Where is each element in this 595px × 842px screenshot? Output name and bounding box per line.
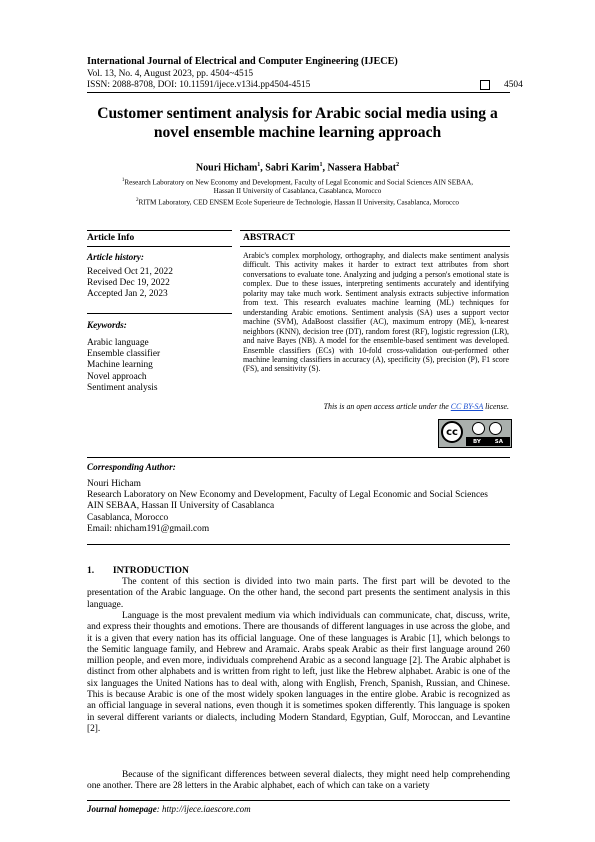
corr-email: Email: nhicham191@gmail.com: [87, 523, 210, 534]
article-info-heading: Article Info: [87, 233, 135, 243]
aff1-line2: Hassan II University of Casablanca, Casablanca, Morocco: [213, 187, 382, 196]
attribution-icon: [472, 422, 485, 435]
cc-icons: [472, 422, 502, 435]
abstract-heading-rule: [240, 246, 510, 247]
aff1-sup: 1: [121, 178, 125, 183]
received-date: Received Oct 21, 2022: [87, 267, 173, 277]
author-1-sup: 1: [257, 162, 261, 168]
footer-url[interactable]: http://ijece.iaescore.com: [162, 804, 251, 814]
abstract-top-rule: [240, 230, 510, 231]
abstract-heading: ABSTRACT: [243, 233, 295, 243]
corresponding-heading: Corresponding Author:: [87, 462, 176, 472]
cc-by-label: BY: [472, 438, 481, 445]
keywords-list: [87, 338, 160, 394]
corr-line2: AIN SEBAA, Hassan II University of Casablanca: [87, 501, 275, 512]
history-heading: Article history:: [87, 252, 144, 262]
aff2-sup: 2: [135, 198, 139, 203]
section-heading: [87, 566, 189, 576]
cc-label-bar: [466, 437, 510, 446]
issn-doi: ISSN: 2088-8708, DOI: 10.11591/ijece.v13i4.pp4504-4515: [87, 80, 311, 90]
title-line-2: novel ensemble machine learning approach: [153, 124, 442, 141]
info-top-rule: [87, 230, 232, 231]
footer-label: Journal homepage: [87, 804, 157, 814]
volume-info: Vol. 13, No. 4, August 2023, pp. 4504~4515: [87, 69, 254, 79]
accepted-date: Accepted Jan 2, 2023: [87, 289, 168, 300]
paragraph-2: Language is the most prevalent medium via which individuals can communicate, chat, discuss, write, and express their thoughts and emotions. There are thousands of different languages in use across the globe, and it is a given that every nation has its official language. One of these languages is Arabic [1], which belongs to the Semitic language family, and Hebrew and Aramaic. Arabs speak Arabic as their first language around 260 million people, and even more, individuals comprehend Arabic as a second language [2]. The Arabic alphabet is distinct from other alphabets and is written from right to left, just like the Hebrew alphabet. Arabic is one of the six languages the United Nations has to deal with, along with English, French, Spanish, Russian, and Chinese. This is because Arabic is one of the most widely spoken languages in the entire globe. Arabic is recognized as an official language in several nations, even though it is sometimes spoken differently. This language is spoken in several different variants or dialects, including Modern Standard, Egyptian, Gulf, Moroccan, and Levantine [2].: [87, 611, 510, 734]
aff1-line1: Research Laboratory on New Economy and Development, Faculty of Legal Economic and Social Sciences AIN SEBAA,: [124, 178, 474, 187]
section-title: INTRODUCTION: [112, 566, 189, 576]
info-heading-rule: [87, 246, 232, 247]
share-alike-icon: [489, 422, 502, 435]
cc-by-sa-badge[interactable]: [438, 419, 512, 448]
corresponding-details: [87, 479, 488, 535]
page-number-block: [480, 80, 523, 90]
corr-name: Nouri Hicham: [87, 479, 141, 489]
oa-prefix: This is an open access article under the: [323, 402, 451, 411]
aff2-line1: RITM Laboratory, CED ENSEM Ecole Superieure de Technologie, Hassan II University, Casablanca, Morocco: [138, 198, 460, 207]
license-link[interactable]: CC BY-SA: [450, 402, 484, 411]
corr-line3: Casablanca, Morocco: [87, 512, 169, 523]
cc-icon: cc: [441, 421, 463, 443]
keyword: Machine learning: [87, 360, 153, 371]
journal-name: International Journal of Electrical and Computer Engineering (IJECE): [87, 56, 398, 67]
affiliation-2: [80, 196, 515, 207]
paragraph-3: Because of the significant differences between several dialects, they might need help comprehending one another. There are 28 letters in the Arabic alphabet, each of which can take on a variety: [87, 770, 510, 792]
cc-sa-label: SA: [494, 438, 504, 445]
corr-line1: Research Laboratory on New Economy and Development, Faculty of Legal Economic and Social Sciences: [87, 490, 488, 501]
abstract-text: Arabic's complex morphology, orthography, and dialects make sentiment analysis difficult. This activity makes it harder to extract text attributes from short conversations to evaluate tone. Analyzing and judging a person's emotional state is complex. Due to these issues, interpreting sentiments accurately and identifying polarity may take much work. Sentiment analysis extracts subjective information from text. This research evaluates machine learning (ML) techniques for understanding Arabic emotions. Sentiment analysis (SA) uses a support vector machine (SVM), AdaBoost classifier (AC), maximum entropy (ME), k-nearest neighbors (KNN), decision tree (DT), random forest (RF), logistic regression (LR), and naive Bayes (NB). A model for the ensemble-based sentiment was developed. Ensemble classifiers (ECs) with 10-fold cross-validation out-performed other machine learning classifiers in accuracy (A), specificity (S), precision (P), F1 score (FS), and sensitivity (S).: [243, 251, 509, 374]
author-sep: ,: [322, 162, 328, 174]
footer: [87, 804, 251, 814]
article-history: [87, 267, 173, 301]
page-number: 4504: [504, 80, 523, 90]
paragraph-1: The content of this section is divided into two main parts. The first part will be devoted to the presentation of the Arabic language. On the other hand, the second part presents the sentiment analysis in this language.: [87, 577, 510, 610]
keyword: Arabic language: [87, 338, 149, 348]
open-access-note: [243, 402, 509, 411]
revised-date: Revised Dec 19, 2022: [87, 278, 170, 289]
author-list: [60, 162, 535, 173]
paper-title: [60, 104, 535, 142]
header-rule: [87, 92, 510, 93]
keywords-heading: Keywords:: [87, 320, 127, 330]
keyword: Novel approach: [87, 371, 147, 382]
corr-bottom-rule: [87, 544, 510, 545]
keyword: Ensemble classifier: [87, 349, 161, 360]
section-number: 1.: [87, 566, 95, 576]
oa-suffix: license.: [483, 402, 509, 411]
author-3-sup: 2: [396, 162, 400, 168]
author-3: Nassera Habbat: [327, 162, 397, 174]
footer-sep: :: [156, 804, 163, 814]
author-sep: ,: [260, 162, 266, 174]
author-2-sup: 1: [319, 162, 323, 168]
keyword: Sentiment analysis: [87, 382, 158, 393]
corr-top-rule: [87, 457, 510, 458]
info-mid-rule: [87, 313, 232, 314]
author-2: Sabri Karim: [265, 162, 320, 174]
footer-rule: [87, 800, 510, 801]
square-icon: [480, 80, 490, 90]
affiliation-1: [80, 176, 515, 196]
author-1: Nouri Hicham: [195, 162, 258, 174]
title-line-1: Customer sentiment analysis for Arabic social media using a: [97, 105, 498, 122]
